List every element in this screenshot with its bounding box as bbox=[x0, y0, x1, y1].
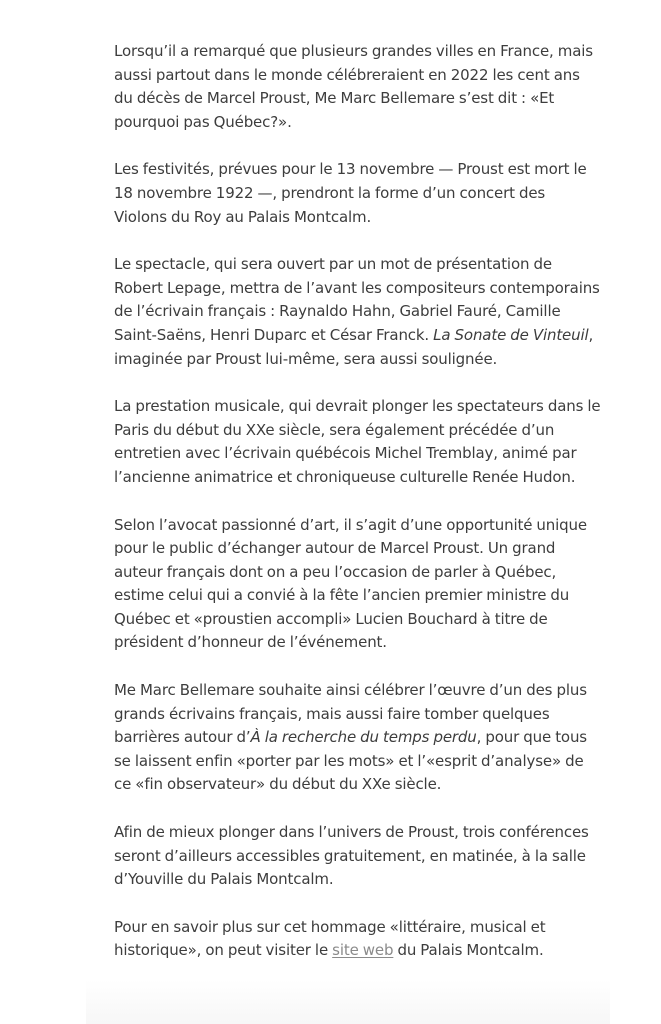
paragraph-celebration-text: Me Marc Bellemare souhaite ainsi célébrer l’œuvre d’un des plus grands écrivains français, mais aussi faire tomber quelques barrières autour d’ bbox=[114, 681, 587, 747]
paragraph-performance-text: La prestation musicale, qui devrait plonger les spectateurs dans le Paris du début du XXe siècle, sera également précédée d’un entretien avec l’écrivain québécois Michel Tremblay, animé par l’ancienne animatrice et chroniqueuse culturelle Renée Hudon. bbox=[114, 397, 601, 486]
paragraph-more-info-text-end: du Palais Montcalm. bbox=[393, 941, 544, 960]
paragraph-performance bbox=[114, 395, 602, 489]
paragraph-more-info-text: Pour en savoir plus sur cet hommage «littéraire, musical et historique», on peut visiter le bbox=[114, 917, 546, 960]
paragraph-celebration-text-end: , pour que tous se laissent enfin «porter par les mots» et l’«esprit d’analyse» de ce «fin observateur» du début du XXe siècle. bbox=[114, 728, 587, 794]
paragraph-show-text-end: , imaginée par Proust lui-même, sera aussi soulignée. bbox=[114, 325, 594, 368]
paragraph-intro bbox=[114, 40, 602, 134]
paragraph-show-text: Le spectacle, qui sera ouvert par un mot de présentation de Robert Lepage, mettra de l’avant les compositeurs contemporains de l’écrivain français : Raynaldo Hahn, Gabriel Fauré, Camille Saint-Saëns, Henri Duparc et César Franck. bbox=[114, 255, 600, 344]
paragraph-conferences bbox=[114, 821, 602, 892]
paragraph-conferences-text: Afin de mieux plonger dans l’univers de Proust, trois conférences seront d’ailleurs accessibles gratuitement, en matinée, à la salle d’Youville du Palais Montcalm. bbox=[114, 823, 589, 889]
work-title-recherche: À la recherche du temps perdu bbox=[250, 728, 477, 747]
paragraph-lawyer-text: Selon l’avocat passionné d’art, il s’agit d’une opportunité unique pour le public d’échanger autour de Marcel Proust. Un grand auteur français dont on a peu l’occasion de parler à Québec, estime celui qui a convié à la fête l’ancien premier ministre du Québec et «proustien accompli» Lucien Bouchard à titre de président d’honneur de l’événement. bbox=[114, 515, 587, 652]
work-title-sonate: La Sonate de Vinteuil bbox=[433, 325, 589, 344]
paragraph-festivities bbox=[114, 158, 602, 229]
website-link[interactable]: site web bbox=[332, 941, 394, 960]
article-body bbox=[114, 40, 602, 987]
paragraph-lawyer bbox=[114, 514, 602, 656]
paragraph-festivities-text: Les festivités, prévues pour le 13 novembre — Proust est mort le 18 novembre 1922 —, prendront la forme d’un concert des Violons du Roy au Palais Montcalm. bbox=[114, 160, 587, 226]
paragraph-intro-text: Lorsqu’il a remarqué que plusieurs grandes villes en France, mais aussi partout dans le monde célébreraient en 2022 les cent ans du décès de Marcel Proust, Me Marc Bellemare s’est dit : «Et pourquoi pas Québec?». bbox=[114, 42, 593, 131]
paragraph-more-info bbox=[114, 916, 602, 963]
paragraph-show bbox=[114, 253, 602, 371]
paragraph-celebration bbox=[114, 679, 602, 797]
